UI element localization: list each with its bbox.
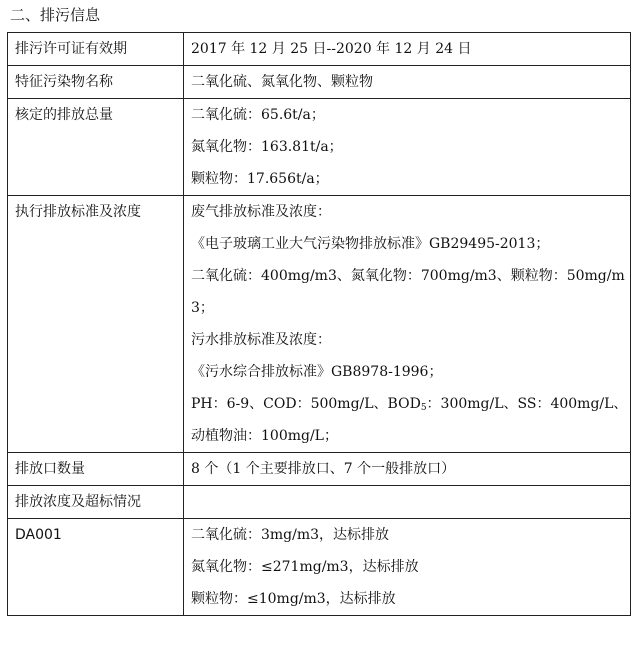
value-line: 废气排放标准及浓度： <box>191 204 331 220</box>
value-line: 2017 年 12 月 25 日--2020 年 12 月 24 日 <box>191 41 472 57</box>
limits-part-2: ：300mg/L、SS：400mg/L、动植物油：100mg/L； <box>191 396 628 444</box>
row-value-approved-total <box>184 99 631 196</box>
row-value-da001 <box>184 519 631 616</box>
table-row <box>8 196 631 453</box>
value-line: 颗粒物：≤10mg/m3，达标排放 <box>191 591 396 607</box>
row-value-permit-validity <box>184 33 631 66</box>
value-line: 污水排放标准及浓度： <box>191 332 331 348</box>
row-value-outlet-count <box>184 453 631 486</box>
bod-subscript: 5 <box>420 403 427 413</box>
row-label-da001: DA001 <box>8 519 184 616</box>
table-row <box>8 99 631 196</box>
table-row <box>8 486 631 519</box>
table-row <box>8 519 631 616</box>
row-label-standards: 执行排放标准及浓度 <box>8 196 184 453</box>
row-label-permit-validity: 排污许可证有效期 <box>8 33 184 66</box>
row-value-pollutant-names <box>184 66 631 99</box>
table-row <box>8 453 631 486</box>
value-line-wastewater-limits <box>191 388 630 452</box>
row-label-concentration-status: 排放浓度及超标情况 <box>8 486 184 519</box>
value-line <box>191 486 630 518</box>
value-line: 《污水综合排放标准》GB8978-1996； <box>191 364 443 380</box>
value-line: 颗粒物：17.656t/a； <box>191 171 329 187</box>
value-line: 《电子玻璃工业大气污染物排放标准》GB29495-2013； <box>191 236 550 252</box>
row-label-approved-total: 核定的排放总量 <box>8 99 184 196</box>
value-line: 二氧化硫：65.6t/a； <box>191 107 325 123</box>
value-line: 二氧化硫：3mg/m3，达标排放 <box>191 527 390 543</box>
row-value-concentration-status <box>184 486 631 519</box>
value-line: 氮氧化物：≤271mg/m3，达标排放 <box>191 559 419 575</box>
limits-part-1: PH：6-9、COD：500mg/L、BOD <box>191 396 421 412</box>
value-line: 二氧化硫、氮氧化物、颗粒物 <box>191 74 373 90</box>
row-value-standards <box>184 196 631 453</box>
table-row <box>8 66 631 99</box>
row-label-outlet-count: 排放口数量 <box>8 453 184 486</box>
table-row <box>8 33 631 66</box>
section-heading: 二、排污信息 <box>10 6 101 24</box>
pollution-info-table <box>7 32 631 616</box>
value-line: 二氧化硫：400mg/m3、氮氧化物：700mg/m3、颗粒物：50mg/m3； <box>191 268 625 316</box>
row-label-pollutant-names: 特征污染物名称 <box>8 66 184 99</box>
value-line: 8 个（1 个主要排放口、7 个一般排放口） <box>191 461 456 477</box>
value-line: 氮氧化物：163.81t/a； <box>191 139 343 155</box>
